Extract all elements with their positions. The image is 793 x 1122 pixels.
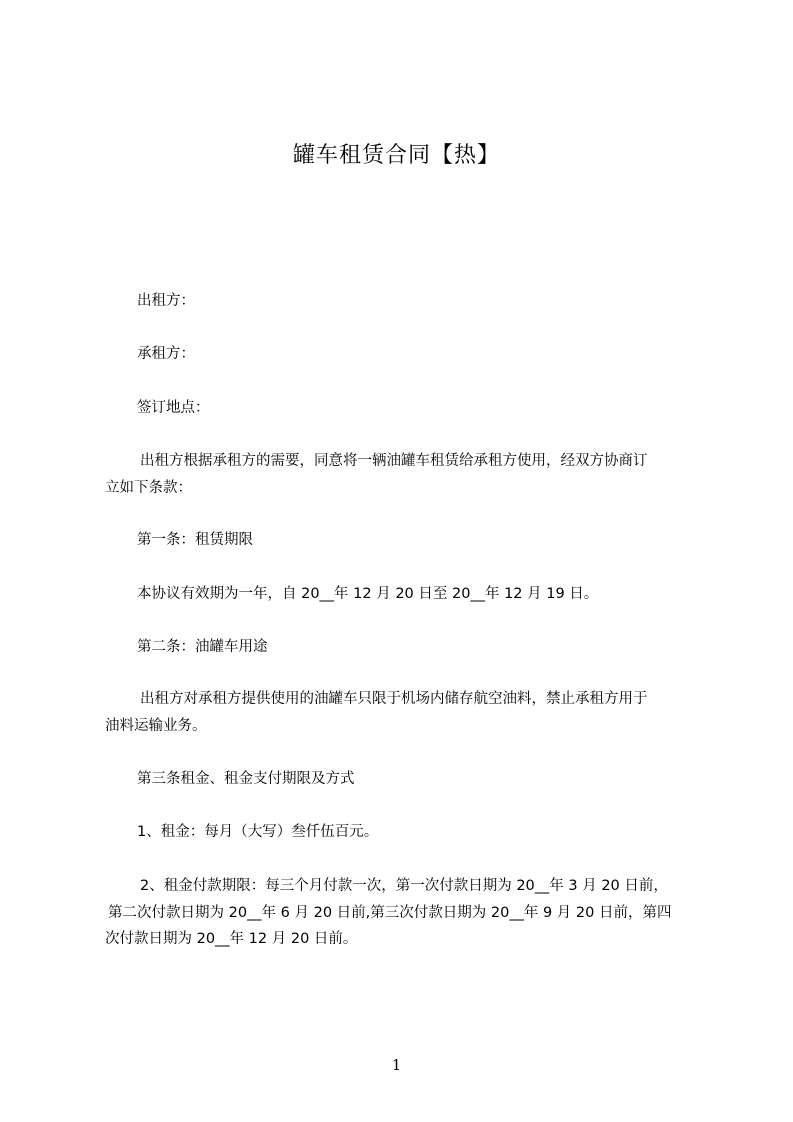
lessee-label: 承租方： (137, 346, 195, 362)
article-3-item-2-line-2: 第二次付款日期为 20__年 6 月 20 日前,第三次付款日期为 20__年 9 月 20 日前，第四 (108, 905, 672, 921)
article-3-item-2-line-3: 次付款日期为 20__年 12 月 20 日前。 (105, 931, 358, 947)
article-3-item-1: 1、租金：每月（大写）叁仟伍百元。 (137, 824, 379, 840)
article-3-item-2-line-1: 2、租金付款期限：每三个月付款一次，第一次付款日期为 20__年 3 月 20 日前， (140, 878, 668, 894)
signing-place-label: 签订地点： (137, 400, 210, 416)
intro-paragraph-line-1: 出租方根据承租方的需要，同意将一辆油罐车租赁给承租方使用，经双方协商订 (140, 453, 648, 469)
document-title: 罐车租赁合同【热】 (292, 143, 500, 168)
article-1-body: 本协议有效期为一年，自 20__年 12 月 20 日至 20__年 12 月 19 日。 (137, 586, 599, 602)
article-2-body-line-2: 油料运输业务。 (105, 718, 207, 734)
page-number: 1 (391, 1056, 402, 1074)
intro-paragraph-line-2: 立如下条款： (105, 480, 192, 496)
article-1-heading: 第一条：租赁期限 (137, 532, 253, 548)
article-2-body-line-1: 出租方对承租方提供使用的油罐车只限于机场内储存航空油料，禁止承租方用于 (140, 691, 648, 707)
lessor-label: 出租方： (137, 293, 195, 309)
article-2-heading: 第二条：油罐车用途 (137, 639, 268, 655)
article-3-heading: 第三条租金、租金支付期限及方式 (137, 771, 355, 787)
